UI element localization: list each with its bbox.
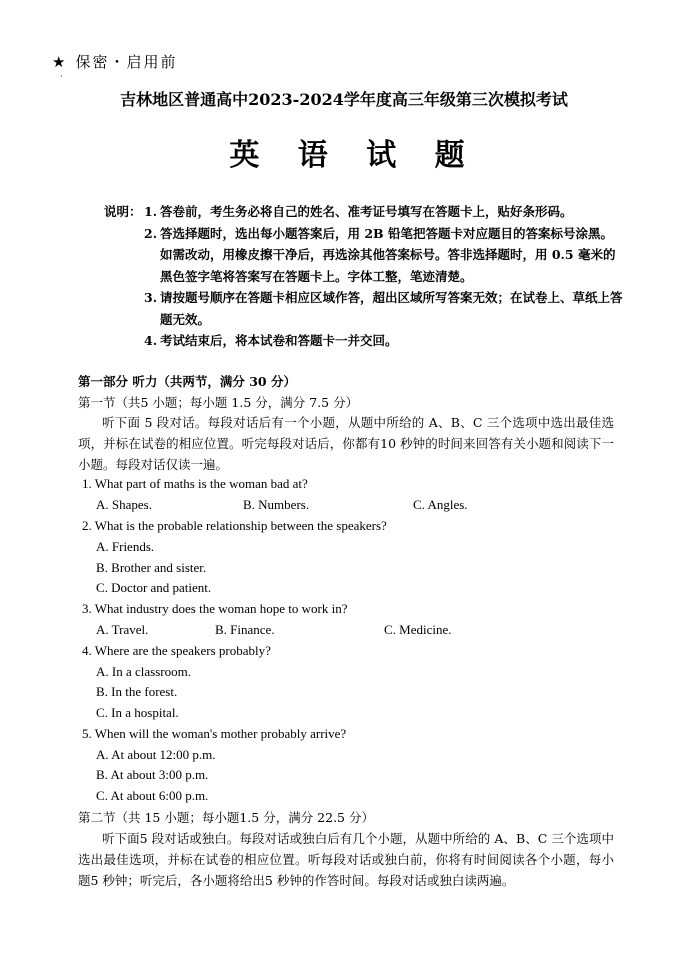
dot-mark: · (60, 72, 63, 81)
star-icon: ★ (52, 53, 68, 71)
instructions-label: 说明： (104, 204, 142, 219)
confidential-label: 保密・启用前 (75, 53, 178, 71)
section2-title: 第二节（共 15 小题；每小题1.5 分，满分 22.5 分） (78, 810, 374, 825)
question-stem: 1. What part of maths is the woman bad at? (82, 476, 308, 491)
option-a: A. At about 12:00 p.m. (96, 747, 216, 762)
instruction-item: 2. 答选择题时，选出每小题答案后，用 2B 铅笔把答题卡对应题目的答案标号涂黑。如需改动，用橡皮擦干净后，再选涂其他答案标号。答非选择题时，用 0.5 毫米的黑色签字笔将答案写在答题卡上。字体工整，笔迹清楚。 (144, 225, 616, 284)
section1-directions: 听下面 5 段对话。每段对话后有一个小题，从题中所给的 A、B、C 三个选项中选出最佳选项，并标在试卷的相应位置。听完每段对话后，你都有10 秒钟的时间来回答有关小题和阅读下一小题。每段对话仅读一遍。 (78, 415, 614, 472)
option-b: B. In the forest. (96, 684, 178, 699)
instructions (104, 201, 624, 352)
question-stem: 3. What industry does the woman hope to work in? (82, 601, 348, 616)
section1-title: 第一节（共5 小题；每小题 1.5 分，满分 7.5 分） (78, 395, 359, 410)
instruction-item: 3. 请按题号顺序在答题卡相应区域作答，超出区域所写答案无效；在试卷上、草纸上答题无效。 (144, 290, 623, 327)
option-c: C. At about 6:00 p.m. (96, 788, 209, 803)
instruction-item: 1. 答卷前，考生务必将自己的姓名、准考证号填写在答题卡上，贴好条形码。 (144, 204, 573, 219)
option-c: C. Doctor and patient. (96, 580, 212, 595)
confidential-notice (52, 51, 177, 72)
question-stem: 4. Where are the speakers probably? (82, 643, 271, 658)
question-stem: 2. What is the probable relationship between the speakers? (82, 518, 387, 533)
instruction-item: 4. 考试结束后，将本试卷和答题卡一并交回。 (144, 333, 398, 348)
option-a: A. Shapes. (96, 497, 152, 512)
question-stem: 5. When will the woman's mother probably arrive? (82, 726, 347, 741)
option-b: B. Numbers. (243, 497, 310, 512)
option-b: B. At about 3:00 p.m. (96, 767, 209, 782)
option-a: A. Friends. (96, 539, 155, 554)
option-a: A. In a classroom. (96, 664, 191, 679)
section2-directions: 听下面5 段对话或独白。每段对话或独白后有几个小题，从题中所给的 A、B、C 三个选项中选出最佳选项，并标在试卷的相应位置。听每段对话或独白前，你将有时间阅读各个小题，每小题5 秒钟；听完后，各小题将给出5 秒钟的作答时间。每段对话或独白读两遍。 (78, 831, 614, 888)
option-a: A. Travel. (96, 622, 149, 637)
subject-title: 英 语 试 题 (229, 138, 479, 173)
option-b: B. Brother and sister. (96, 560, 207, 575)
option-c: C. Angles. (413, 497, 468, 512)
option-c: C. In a hospital. (96, 705, 179, 720)
option-c: C. Medicine. (384, 622, 452, 637)
part1-title: 第一部分 听力（共两节，满分 30 分） (78, 374, 296, 389)
option-b: B. Finance. (215, 622, 275, 637)
exam-name: 吉林地区普通高中2023-2024学年度高三年级第三次模拟考试 (120, 90, 568, 109)
